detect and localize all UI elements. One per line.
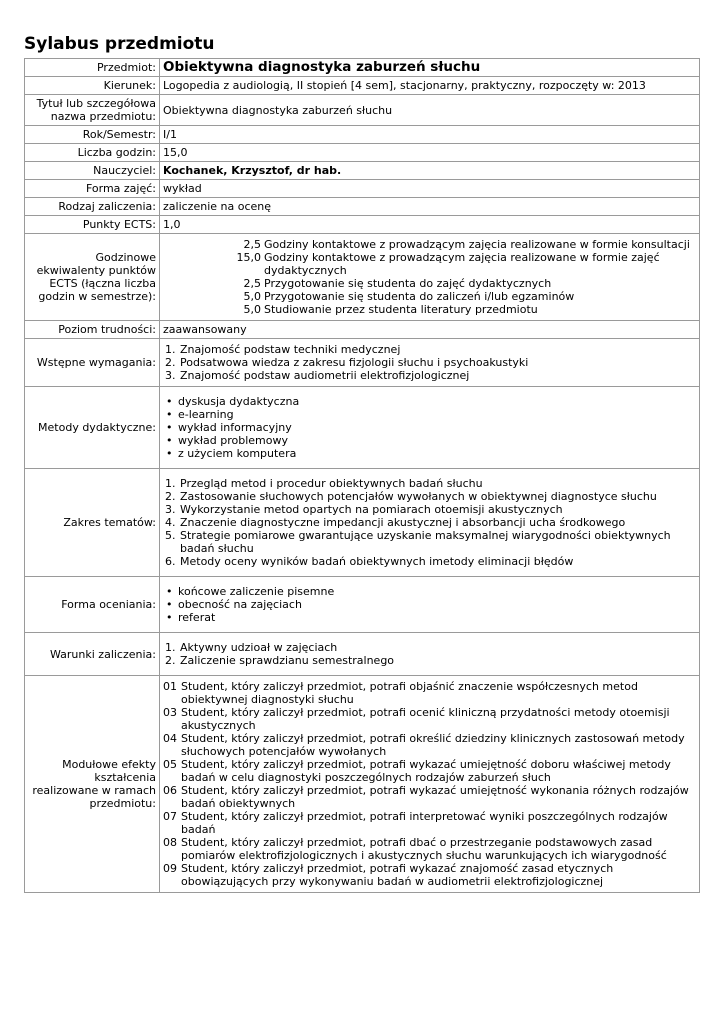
item-text: referat: [178, 611, 216, 624]
value-wymagania: [160, 339, 700, 387]
item-text: z użyciem komputera: [178, 447, 297, 460]
item-number: 2.: [165, 654, 176, 667]
item-text: wykład informacyjny: [178, 421, 292, 434]
value-przedmiot: Obiektywna diagnostyka zaburzeń słuchu: [160, 59, 700, 77]
item-text: Student, który zaliczył przedmiot, potrafi ocenić kliniczną przydatności metody otoemisji akustycznych: [181, 706, 670, 732]
item-text: wykład problemowy: [178, 434, 288, 447]
row-zakres: [25, 469, 700, 577]
hours-list: [163, 238, 699, 316]
item-number: 3.: [165, 503, 176, 516]
item-text: Student, który zaliczył przedmiot, potrafi interpretować wyniki poszczególnych rodzajów badań: [181, 810, 668, 836]
value-efekty: [160, 676, 700, 893]
label-poziom: Poziom trudności:: [25, 321, 160, 339]
row-warunki: [25, 633, 700, 676]
wymagania-list: [163, 343, 696, 382]
item-text: Znajomość podstaw techniki medycznej: [180, 343, 401, 356]
row-efekty: [25, 676, 700, 893]
list-item: [163, 680, 696, 706]
list-item: [163, 810, 696, 836]
page-title: Sylabus przedmiotu: [24, 34, 215, 54]
row-poziom: [25, 321, 700, 339]
hours-text: Studiowanie przez studenta literatury przedmiotu: [264, 303, 538, 316]
hours-value: 2,5: [243, 277, 261, 290]
bullet-icon: •: [166, 598, 173, 611]
label-efekty: Modułowe efekty kształcenia realizowane w ramach przedmiotu:: [25, 676, 160, 893]
label-zakres: Zakres tematów:: [25, 469, 160, 577]
item-number: 1.: [165, 343, 176, 356]
hours-text: Przygotowanie się studenta do zaliczeń i/lub egzaminów: [264, 290, 575, 303]
list-item: [163, 447, 696, 460]
list-item: [163, 784, 696, 810]
item-number: 09: [163, 862, 177, 875]
hours-value: 2,5: [243, 238, 261, 251]
item-text: Zaliczenie sprawdzianu semestralnego: [180, 654, 395, 667]
label-godziny: Liczba godzin:: [25, 144, 160, 162]
label-nauczyciel: Nauczyciel:: [25, 162, 160, 180]
item-text: Podsatwowa wiedza z zakresu fizjologii słuchu i psychoakustyki: [180, 356, 529, 369]
value-ects: 1,0: [160, 216, 700, 234]
item-text: Student, który zaliczył przedmiot, potrafi dbać o przestrzeganie podstawowych zasad pomiarów elektrofizjologicznych i akustycznych słuchu warunkujących ich wiarygodność: [181, 836, 667, 862]
item-text: obecność na zajęciach: [178, 598, 302, 611]
item-number: 4.: [165, 516, 176, 529]
list-item: [163, 641, 696, 654]
hours-row: [163, 303, 699, 316]
row-tytul: [25, 95, 700, 126]
list-item: [163, 862, 696, 888]
list-item: [163, 408, 696, 421]
hours-value: 5,0: [243, 290, 261, 303]
label-godzinowe: Godzinowe ekwiwalenty punktów ECTS (łączna liczba godzin w semestrze):: [25, 234, 160, 321]
item-text: Przegląd metod i procedur obiektywnych badań słuchu: [180, 477, 483, 490]
item-text: e-learning: [178, 408, 234, 421]
label-przedmiot: Przedmiot:: [25, 59, 160, 77]
metody-list: [163, 395, 696, 460]
value-rodzaj-zaliczenia: zaliczenie na ocenę: [160, 198, 700, 216]
list-item: [163, 434, 696, 447]
list-item: [163, 395, 696, 408]
bullet-icon: •: [166, 421, 173, 434]
row-metody: [25, 387, 700, 469]
bullet-icon: •: [166, 611, 173, 624]
hours-text: Przygotowanie się studenta do zajęć dydaktycznych: [264, 277, 552, 290]
label-ects: Punkty ECTS:: [25, 216, 160, 234]
value-metody: [160, 387, 700, 469]
item-text: końcowe zaliczenie pisemne: [178, 585, 335, 598]
list-item: [163, 706, 696, 732]
syllabus-table: [24, 58, 700, 893]
list-item: [163, 421, 696, 434]
item-number: 2.: [165, 356, 176, 369]
item-number: 3.: [165, 369, 176, 382]
list-item: [163, 732, 696, 758]
hours-row: [163, 251, 699, 277]
item-text: Zastosowanie słuchowych potencjałów wywołanych w obiektywnej diagnostyce słuchu: [180, 490, 657, 503]
list-item: [163, 654, 696, 667]
bullet-icon: •: [166, 395, 173, 408]
row-rok: [25, 126, 700, 144]
list-item: [163, 529, 696, 555]
item-text: Student, który zaliczył przedmiot, potrafi wykazać znajomość zasad etycznych obowiązujących przy wykonywaniu badań w audiometrii elektrofizjologicznej: [181, 862, 614, 888]
bullet-icon: •: [166, 447, 173, 460]
hours-value: 5,0: [243, 303, 261, 316]
row-rodzaj-zaliczenia: [25, 198, 700, 216]
label-tytul: Tytuł lub szczegółowa nazwa przedmiotu:: [25, 95, 160, 126]
value-tytul: Obiektywna diagnostyka zaburzeń słuchu: [160, 95, 700, 126]
label-rok: Rok/Semestr:: [25, 126, 160, 144]
row-przedmiot: [25, 59, 700, 77]
item-number: 06: [163, 784, 177, 797]
value-kierunek: Logopedia z audiologią, II stopień [4 sem], stacjonarny, praktyczny, rozpoczęty w: 2013: [160, 77, 700, 95]
item-number: 04: [163, 732, 177, 745]
list-item: [163, 477, 696, 490]
list-item: [163, 598, 696, 611]
list-item: [163, 356, 696, 369]
list-item: [163, 836, 696, 862]
label-wymagania: Wstępne wymagania:: [25, 339, 160, 387]
warunki-list: [163, 641, 696, 667]
value-zakres: [160, 469, 700, 577]
list-item: [163, 343, 696, 356]
list-item: [163, 611, 696, 624]
item-text: Znajomość podstaw audiometrii elektrofizjologicznej: [180, 369, 470, 382]
value-rok: I/1: [160, 126, 700, 144]
row-nauczyciel: [25, 162, 700, 180]
item-text: Znaczenie diagnostyczne impedancji akustycznej i absorbancji ucha środkowego: [180, 516, 626, 529]
value-forma-zajec: wykład: [160, 180, 700, 198]
row-ocenianie: [25, 577, 700, 633]
list-item: [163, 555, 696, 568]
row-godzinowe: [25, 234, 700, 321]
item-number: 08: [163, 836, 177, 849]
item-number: 01: [163, 680, 177, 693]
item-number: 07: [163, 810, 177, 823]
list-item: [163, 490, 696, 503]
list-item: [163, 503, 696, 516]
value-nauczyciel: Kochanek, Krzysztof, dr hab.: [160, 162, 700, 180]
label-warunki: Warunki zaliczenia:: [25, 633, 160, 676]
item-text: Aktywny udzioał w zajęciach: [180, 641, 338, 654]
value-warunki: [160, 633, 700, 676]
item-number: 03: [163, 706, 177, 719]
item-text: Strategie pomiarowe gwarantujące uzyskanie maksymalnej wiarygodności obiektywnych badań słuchu: [180, 529, 671, 555]
item-number: 1.: [165, 641, 176, 654]
list-item: [163, 585, 696, 598]
hours-row: [163, 238, 699, 251]
value-godzinowe: [160, 234, 700, 321]
item-text: Wykorzystanie metod opartych na pomiarach otoemisji akustycznych: [180, 503, 563, 516]
value-ocenianie: [160, 577, 700, 633]
row-godziny: [25, 144, 700, 162]
bullet-icon: •: [166, 585, 173, 598]
hours-value: 15,0: [236, 251, 261, 264]
row-forma-zajec: [25, 180, 700, 198]
item-number: 05: [163, 758, 177, 771]
item-text: Student, który zaliczył przedmiot, potrafi wykazać umiejętność wykonania różnych rodzajów badań obiektywnych: [181, 784, 689, 810]
label-rodzaj-zaliczenia: Rodzaj zaliczenia:: [25, 198, 160, 216]
hours-text: Godziny kontaktowe z prowadzącym zajęcia realizowane w formie konsultacji: [264, 238, 690, 251]
list-item: [163, 516, 696, 529]
value-poziom: zaawansowany: [160, 321, 700, 339]
item-text: Student, który zaliczył przedmiot, potrafi określić dziedziny klinicznych zastosowań metody słuchowych potencjałów wywołanych: [181, 732, 685, 758]
list-item: [163, 758, 696, 784]
row-ects: [25, 216, 700, 234]
item-text: Metody oceny wyników badań obiektywnych imetody eliminacji błędów: [180, 555, 574, 568]
zakres-list: [163, 477, 696, 568]
item-number: 1.: [165, 477, 176, 490]
label-forma-zajec: Forma zajęć:: [25, 180, 160, 198]
item-text: Student, który zaliczył przedmiot, potrafi wykazać umiejętność doboru właściwej metody badań w celu diagnostyki poszczególnych rodzajów zaburzeń słuch: [181, 758, 671, 784]
item-number: 6.: [165, 555, 176, 568]
label-ocenianie: Forma oceniania:: [25, 577, 160, 633]
efekty-list: [163, 680, 696, 888]
hours-row: [163, 277, 699, 290]
item-number: 2.: [165, 490, 176, 503]
item-text: Student, który zaliczył przedmiot, potrafi objaśnić znaczenie współczesnych metod obiektywnej diagnostyki słuchu: [181, 680, 638, 706]
row-wymagania: [25, 339, 700, 387]
hours-row: [163, 290, 699, 303]
bullet-icon: •: [166, 434, 173, 447]
hours-text: Godziny kontaktowe z prowadzącym zajęcia realizowane w formie zajęć dydaktycznych: [264, 251, 660, 277]
bullet-icon: •: [166, 408, 173, 421]
item-number: 5.: [165, 529, 176, 542]
row-kierunek: [25, 77, 700, 95]
label-metody: Metody dydaktyczne:: [25, 387, 160, 469]
value-godziny: 15,0: [160, 144, 700, 162]
list-item: [163, 369, 696, 382]
label-kierunek: Kierunek:: [25, 77, 160, 95]
item-text: dyskusja dydaktyczna: [178, 395, 300, 408]
ocenianie-list: [163, 585, 696, 624]
